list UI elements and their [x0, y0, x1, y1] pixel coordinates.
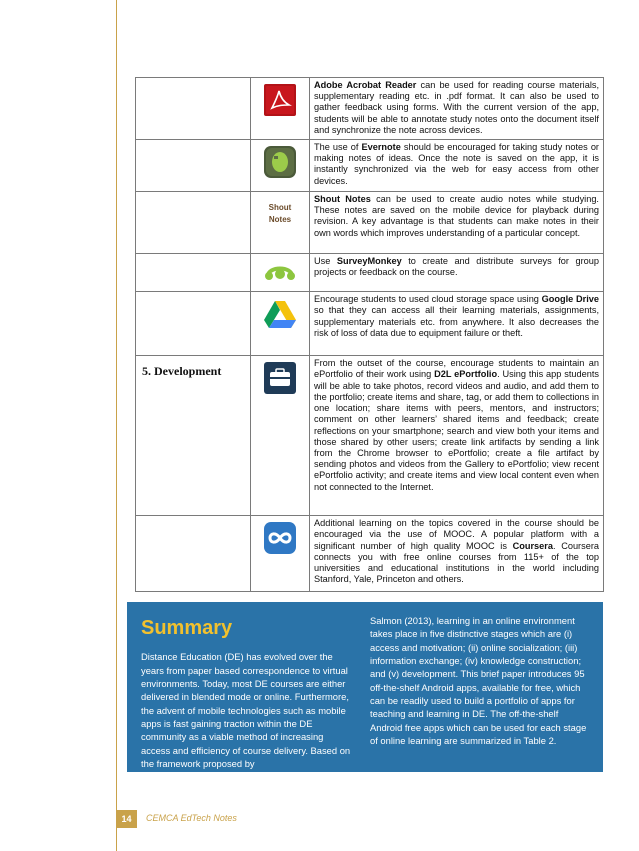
- apps-table: [135, 77, 604, 592]
- row-description: [310, 516, 604, 592]
- icon-cell: [251, 192, 310, 254]
- desc-pre: The use of: [314, 142, 362, 152]
- summary-text-2: Salmon (2013), learning in an online environment takes place in five distinctive stages which are (i) access and motivation; (ii) online socialization; (iii) information exchange; (iv) knowledge construction; and (v) development. This brief paper introduces 95 off-the-shelf Android apps, available for free, which can be readily used to build a portfolio of apps for teaching and learning in DE. The off-the-shelf Android free apps which can be used for each stage of online learning are summarized in Table 2.: [370, 615, 587, 747]
- shout-notes-icon: [263, 197, 297, 231]
- summary-column-1: [141, 614, 353, 770]
- desc-pre: Encourage students to used cloud storage space using: [314, 294, 542, 305]
- stage-cell-empty: [136, 78, 251, 140]
- stage-cell-empty: [136, 192, 251, 254]
- icon-cell: [251, 78, 310, 140]
- app-name: Shout Notes: [314, 194, 371, 204]
- left-margin-rule: [116, 0, 117, 851]
- desc-post: can be used for reading course materials, supplementary reading etc. in .pdf format. It can also be used to gather feedback using forms. With the current version of the app, students will be able to annotate study notes onto the document itself and synchronize the note across devices.: [314, 80, 600, 135]
- summary-heading: Summary: [141, 617, 233, 639]
- stage-cell-empty: [136, 140, 251, 192]
- table-row: [136, 356, 604, 516]
- stage-cell-empty: [136, 516, 251, 592]
- icon-cell: [251, 292, 310, 356]
- table-row: [136, 140, 604, 192]
- stage-cell: [136, 356, 251, 516]
- table-row: [136, 192, 604, 254]
- icon-cell: [251, 516, 310, 592]
- summary-box: [127, 602, 603, 772]
- svg-text:Shout: Shout: [268, 203, 292, 212]
- row-description: [310, 78, 604, 140]
- stage-label: 5. Development: [142, 364, 222, 379]
- row-description: [310, 192, 604, 254]
- icon-cell: [251, 140, 310, 192]
- publication-name: CEMCA EdTech Notes: [146, 813, 237, 823]
- page-number: 14: [116, 810, 137, 828]
- desc-post: should be encouraged for taking study notes or making notes of ideas. Once the note is saved on the app, it is instantly synchronized via the web for easy access from other devices.: [314, 142, 599, 186]
- desc-post: . Coursera connects you with free online courses from 115+ of the top universities and educational institutions in the world including Stanford, Yale, Princeton and others.: [314, 540, 599, 585]
- app-name: Adobe Acrobat Reader: [314, 80, 417, 90]
- svg-text:Notes: Notes: [268, 215, 292, 224]
- table-row: [136, 78, 604, 140]
- adobe-acrobat-icon: [263, 83, 297, 117]
- icon-cell: [251, 356, 310, 516]
- d2l-eportfolio-icon: [263, 361, 297, 395]
- row-description: [310, 356, 604, 516]
- app-name: Evernote: [361, 142, 401, 152]
- table-row: [136, 292, 604, 356]
- app-name: SurveyMonkey: [336, 256, 402, 266]
- app-name: Coursera: [512, 540, 553, 551]
- desc-pre: From the outset of the course, encourage students to maintain an ePortfolio of their work using: [314, 358, 599, 380]
- row-description: [310, 254, 604, 292]
- evernote-icon: [263, 145, 297, 179]
- desc-post: can be used to create audio notes while studying. These notes are saved on the mobile device for playback during revision. A key advantage is that students can make notes in their own words which improves understanding of a particular concept.: [314, 194, 599, 238]
- summary-column-2: [370, 614, 592, 747]
- row-description: [310, 292, 604, 356]
- app-name: Google Drive: [541, 294, 599, 305]
- icon-cell: [251, 254, 310, 292]
- coursera-icon: [263, 521, 297, 555]
- stage-cell-empty: [136, 292, 251, 356]
- desc-pre: Additional learning on the topics covered in the course should be encouraged via the use of MOOC. A popular platform with a significant number of high quality MOOC is: [314, 518, 599, 551]
- stage-cell-empty: [136, 254, 251, 292]
- summary-text-1: Distance Education (DE) has evolved over the years from paper based correspondence to virtual environments. Today, most DE courses are either delivered in blended mode or online. Furthermore, the advent of mobile technologies such as mobile apps is fast gaining traction within the DE community as a viable method of increasing access and efficiency of course delivery. Based on the framework proposed by: [141, 651, 351, 770]
- desc-post: to create and distribute surveys for group projects or feedback on the course.: [314, 256, 599, 278]
- table-row: [136, 254, 604, 292]
- desc-post: . Using this app students will be able to take photos, record videos and audio, and add them to the portfolio; create items and share, tag, or add them to collections in one location; share items with peers, mentors, and instructors; comment on other learners’ shared items and feedback; create reflections on your smartphone; search and view both your items and those shared by other users; create link artifacts by sending a link from the Chrome browser to ePortfolio; create a file artifact by sending photos and videos from the Gallery to ePortfolio; view recent ePortfolio activity; and create items and view local content even when not connected to the Internet.: [314, 369, 599, 492]
- table-row: [136, 516, 604, 592]
- desc-pre: Use: [314, 256, 337, 266]
- desc-post: so that they can access all their learning materials, assignments, supplementary materials etc. from anywhere. It also decreases the risk of loss of data due to equipment failure or theft.: [314, 305, 599, 338]
- surveymonkey-icon: [263, 254, 297, 288]
- google-drive-icon: [263, 297, 297, 331]
- row-description: [310, 140, 604, 192]
- app-name: D2L ePortfolio: [434, 369, 498, 380]
